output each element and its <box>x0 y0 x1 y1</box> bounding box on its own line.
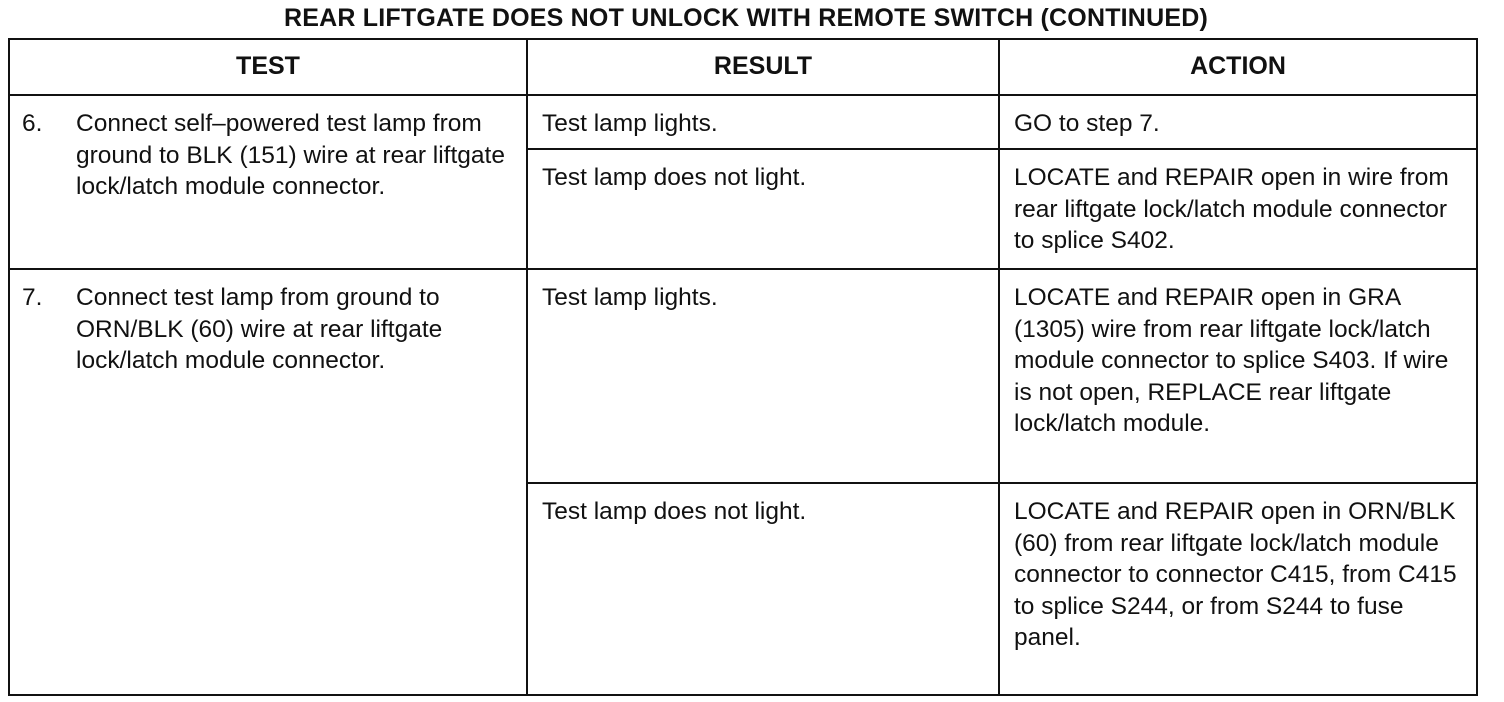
test-cell-step-7 <box>9 269 527 695</box>
result-cell: Test lamp does not light. <box>527 483 999 695</box>
header-row <box>9 39 1477 95</box>
step-number: 6. <box>22 110 43 137</box>
header-test: TEST <box>9 39 527 95</box>
table-row <box>9 269 1477 483</box>
header-result: RESULT <box>527 39 999 95</box>
step-number: 7. <box>22 284 43 311</box>
step-test-text: Connect test lamp from ground to ORN/BLK (60) wire at rear liftgate lock/latch module connector. <box>76 284 443 374</box>
result-cell: Test lamp does not light. <box>527 149 999 269</box>
test-cell-step-6 <box>9 95 527 269</box>
page-title: REAR LIFTGATE DOES NOT UNLOCK WITH REMOTE SWITCH (CONTINUED) <box>284 4 1208 32</box>
step-test-text: Connect self–powered test lamp from ground to BLK (151) wire at rear liftgate lock/latch module connector. <box>76 110 505 200</box>
action-cell: GO to step 7. <box>999 95 1477 149</box>
action-cell: LOCATE and REPAIR open in GRA (1305) wire from rear liftgate lock/latch module connector to splice S403. If wire is not open, REPLACE rear liftgate lock/latch module. <box>999 269 1477 483</box>
action-cell: LOCATE and REPAIR open in wire from rear liftgate lock/latch module connector to splice S402. <box>999 149 1477 269</box>
result-cell: Test lamp lights. <box>527 95 999 149</box>
result-cell: Test lamp lights. <box>527 269 999 483</box>
table-row <box>9 95 1477 149</box>
header-action: ACTION <box>999 39 1477 95</box>
diagnostic-table <box>8 38 1478 696</box>
action-cell: LOCATE and REPAIR open in ORN/BLK (60) from rear liftgate lock/latch module connector to connector C415, from C415 to splice S244, or from S244 to fuse panel. <box>999 483 1477 695</box>
